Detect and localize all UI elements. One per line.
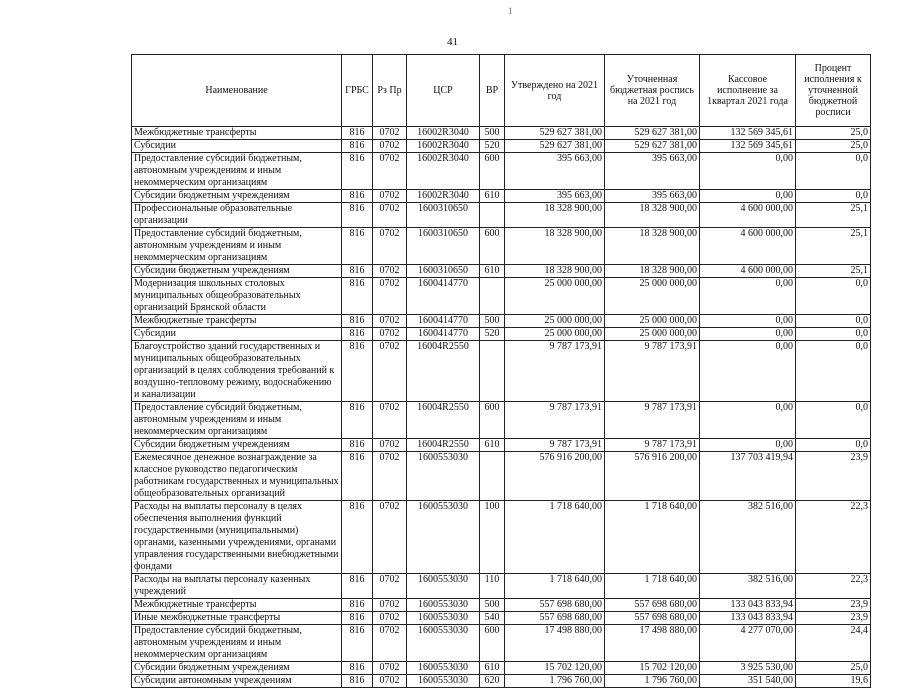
- row-cash-cell: 4 600 000,00: [700, 203, 796, 228]
- row-rzpr-cell: 0702: [373, 452, 407, 501]
- row-csr-cell: 1600553030: [407, 612, 480, 625]
- table-row: [132, 140, 871, 153]
- row-refined-cell: 15 702 120,00: [605, 662, 700, 675]
- table-row: [132, 452, 871, 501]
- row-grbs-cell: 816: [342, 153, 373, 190]
- row-approved-cell: 18 328 900,00: [505, 228, 605, 265]
- row-vr-cell: 600: [480, 402, 505, 439]
- row-refined-cell: 18 328 900,00: [605, 228, 700, 265]
- row-grbs-cell: 816: [342, 328, 373, 341]
- row-refined-cell: 25 000 000,00: [605, 328, 700, 341]
- row-vr-cell: 610: [480, 265, 505, 278]
- row-vr-cell: 620: [480, 675, 505, 688]
- row-approved-cell: 17 498 880,00: [505, 625, 605, 662]
- row-cash-cell: 351 540,00: [700, 675, 796, 688]
- row-vr-cell: 520: [480, 140, 505, 153]
- row-csr-cell: 1600414770: [407, 328, 480, 341]
- table-row: [132, 127, 871, 140]
- row-grbs-cell: 816: [342, 228, 373, 265]
- row-cash-cell: 3 925 530,00: [700, 662, 796, 675]
- row-grbs-cell: 816: [342, 439, 373, 452]
- row-csr-cell: 1600310650: [407, 203, 480, 228]
- row-percent-cell: 0,0: [796, 153, 871, 190]
- column-header-csr: ЦСР: [407, 55, 480, 127]
- row-name-cell: Субсидии бюджетным учреждениям: [132, 439, 342, 452]
- row-approved-cell: 1 718 640,00: [505, 501, 605, 574]
- row-name-cell: Иные межбюджетные трансферты: [132, 612, 342, 625]
- row-vr-cell: 610: [480, 439, 505, 452]
- row-approved-cell: 9 787 173,91: [505, 341, 605, 402]
- table-row: [132, 439, 871, 452]
- row-name-cell: Профессиональные образовательные организации: [132, 203, 342, 228]
- row-approved-cell: 9 787 173,91: [505, 402, 605, 439]
- row-percent-cell: 23,9: [796, 599, 871, 612]
- table-row: [132, 612, 871, 625]
- row-rzpr-cell: 0702: [373, 328, 407, 341]
- row-csr-cell: 1600553030: [407, 599, 480, 612]
- row-rzpr-cell: 0702: [373, 228, 407, 265]
- row-name-cell: Субсидии: [132, 140, 342, 153]
- row-csr-cell: 1600553030: [407, 662, 480, 675]
- row-vr-cell: 500: [480, 127, 505, 140]
- row-cash-cell: 0,00: [700, 278, 796, 315]
- table-row: [132, 203, 871, 228]
- row-percent-cell: 0,0: [796, 341, 871, 402]
- row-rzpr-cell: 0702: [373, 127, 407, 140]
- row-name-cell: Межбюджетные трансферты: [132, 315, 342, 328]
- row-csr-cell: 16004R2550: [407, 341, 480, 402]
- row-refined-cell: 529 627 381,00: [605, 127, 700, 140]
- row-rzpr-cell: 0702: [373, 439, 407, 452]
- row-rzpr-cell: 0702: [373, 612, 407, 625]
- table-row: [132, 278, 871, 315]
- row-grbs-cell: 816: [342, 341, 373, 402]
- row-cash-cell: 0,00: [700, 315, 796, 328]
- column-header-percent: Процент исполнения к уточненной бюджетной росписи: [796, 55, 871, 127]
- row-percent-cell: 22,3: [796, 501, 871, 574]
- row-refined-cell: 1 796 760,00: [605, 675, 700, 688]
- row-cash-cell: 132 569 345,61: [700, 127, 796, 140]
- row-rzpr-cell: 0702: [373, 190, 407, 203]
- row-approved-cell: 576 916 200,00: [505, 452, 605, 501]
- row-percent-cell: 25,1: [796, 228, 871, 265]
- row-rzpr-cell: 0702: [373, 278, 407, 315]
- row-cash-cell: 382 516,00: [700, 501, 796, 574]
- row-cash-cell: 0,00: [700, 190, 796, 203]
- row-rzpr-cell: 0702: [373, 662, 407, 675]
- row-percent-cell: 19,6: [796, 675, 871, 688]
- table-body: [132, 127, 871, 688]
- row-grbs-cell: 816: [342, 662, 373, 675]
- row-grbs-cell: 816: [342, 612, 373, 625]
- row-cash-cell: 133 043 833,94: [700, 599, 796, 612]
- row-vr-cell: 610: [480, 662, 505, 675]
- row-percent-cell: 25,0: [796, 140, 871, 153]
- column-header-refined: Уточненная бюджетная роспись на 2021 год: [605, 55, 700, 127]
- row-csr-cell: 1600553030: [407, 625, 480, 662]
- row-approved-cell: 557 698 680,00: [505, 612, 605, 625]
- column-header-name: Наименование: [132, 55, 342, 127]
- table-row: [132, 625, 871, 662]
- table-row: [132, 315, 871, 328]
- row-vr-cell: 600: [480, 228, 505, 265]
- page-number: 41: [447, 36, 458, 48]
- row-name-cell: Субсидии: [132, 328, 342, 341]
- row-name-cell: Межбюджетные трансферты: [132, 599, 342, 612]
- row-refined-cell: 576 916 200,00: [605, 452, 700, 501]
- row-percent-cell: 25,1: [796, 265, 871, 278]
- row-vr-cell: 110: [480, 574, 505, 599]
- table-row: [132, 328, 871, 341]
- row-name-cell: Благоустройство зданий государственных и муниципальных общеобразовательных организаций в целях соблюдения требований к воздушно-тепловому режиму, водоснабжению и канализации: [132, 341, 342, 402]
- row-csr-cell: 1600310650: [407, 228, 480, 265]
- row-vr-cell: 600: [480, 625, 505, 662]
- row-vr-cell: 500: [480, 599, 505, 612]
- column-header-rzpr: Рз Пр: [373, 55, 407, 127]
- row-grbs-cell: 816: [342, 140, 373, 153]
- table-row: [132, 662, 871, 675]
- table-header-row: [132, 55, 871, 127]
- row-rzpr-cell: 0702: [373, 501, 407, 574]
- row-csr-cell: 1600553030: [407, 501, 480, 574]
- row-refined-cell: 557 698 680,00: [605, 612, 700, 625]
- table-row: [132, 265, 871, 278]
- row-grbs-cell: 816: [342, 402, 373, 439]
- row-grbs-cell: 816: [342, 127, 373, 140]
- row-rzpr-cell: 0702: [373, 599, 407, 612]
- row-name-cell: Расходы на выплаты персоналу в целях обеспечения выполнения функций государственными (муниципальными) органами, казенными учреждениями, органами управления государственными внебюджетными фондами: [132, 501, 342, 574]
- row-grbs-cell: 816: [342, 190, 373, 203]
- row-csr-cell: 1600310650: [407, 265, 480, 278]
- table-row: [132, 501, 871, 574]
- column-header-approved: Утверждено на 2021 год: [505, 55, 605, 127]
- row-rzpr-cell: 0702: [373, 315, 407, 328]
- column-header-grbs: ГРБС: [342, 55, 373, 127]
- row-csr-cell: 16002R3040: [407, 127, 480, 140]
- row-cash-cell: 4 277 070,00: [700, 625, 796, 662]
- row-rzpr-cell: 0702: [373, 203, 407, 228]
- row-percent-cell: 25,0: [796, 127, 871, 140]
- row-grbs-cell: 816: [342, 574, 373, 599]
- corner-mark: 1: [508, 6, 513, 16]
- table-row: [132, 574, 871, 599]
- row-refined-cell: 9 787 173,91: [605, 402, 700, 439]
- row-approved-cell: 15 702 120,00: [505, 662, 605, 675]
- row-approved-cell: 25 000 000,00: [505, 315, 605, 328]
- row-percent-cell: 0,0: [796, 328, 871, 341]
- row-name-cell: Предоставление субсидий бюджетным, автономным учреждениям и иным некоммерческим организациям: [132, 402, 342, 439]
- row-refined-cell: 1 718 640,00: [605, 574, 700, 599]
- row-name-cell: Ежемесячное денежное вознаграждение за классное руководство педагогическим работникам государственных и муниципальных общеобразовательных организаций: [132, 452, 342, 501]
- row-refined-cell: 9 787 173,91: [605, 439, 700, 452]
- row-csr-cell: 1600553030: [407, 574, 480, 599]
- row-cash-cell: 133 043 833,94: [700, 612, 796, 625]
- row-rzpr-cell: 0702: [373, 153, 407, 190]
- row-grbs-cell: 816: [342, 452, 373, 501]
- row-grbs-cell: 816: [342, 675, 373, 688]
- row-csr-cell: 16002R3040: [407, 153, 480, 190]
- row-name-cell: Предоставление субсидий бюджетным, автономным учреждениям и иным некоммерческим организациям: [132, 228, 342, 265]
- row-name-cell: Субсидии бюджетным учреждениям: [132, 265, 342, 278]
- row-refined-cell: 25 000 000,00: [605, 315, 700, 328]
- row-cash-cell: 132 569 345,61: [700, 140, 796, 153]
- column-header-cash: Кассовое исполнение за 1квартал 2021 года: [700, 55, 796, 127]
- row-cash-cell: 0,00: [700, 328, 796, 341]
- table-row: [132, 341, 871, 402]
- row-percent-cell: 25,0: [796, 662, 871, 675]
- row-refined-cell: 25 000 000,00: [605, 278, 700, 315]
- row-name-cell: Субсидии бюджетным учреждениям: [132, 190, 342, 203]
- row-approved-cell: 18 328 900,00: [505, 203, 605, 228]
- row-refined-cell: 17 498 880,00: [605, 625, 700, 662]
- row-refined-cell: 557 698 680,00: [605, 599, 700, 612]
- row-approved-cell: 529 627 381,00: [505, 140, 605, 153]
- column-header-vr: ВР: [480, 55, 505, 127]
- row-percent-cell: 22,3: [796, 574, 871, 599]
- row-grbs-cell: 816: [342, 203, 373, 228]
- row-approved-cell: 529 627 381,00: [505, 127, 605, 140]
- row-rzpr-cell: 0702: [373, 402, 407, 439]
- row-approved-cell: 25 000 000,00: [505, 328, 605, 341]
- row-percent-cell: 0,0: [796, 190, 871, 203]
- row-rzpr-cell: 0702: [373, 341, 407, 402]
- budget-table: [131, 54, 871, 688]
- row-cash-cell: 0,00: [700, 402, 796, 439]
- row-percent-cell: 23,9: [796, 612, 871, 625]
- row-csr-cell: 16002R3040: [407, 140, 480, 153]
- row-grbs-cell: 816: [342, 315, 373, 328]
- table-row: [132, 402, 871, 439]
- table-row: [132, 153, 871, 190]
- row-name-cell: Предоставление субсидий бюджетным, автономным учреждениям и иным некоммерческим организациям: [132, 153, 342, 190]
- row-grbs-cell: 816: [342, 625, 373, 662]
- row-refined-cell: 18 328 900,00: [605, 203, 700, 228]
- table-row: [132, 190, 871, 203]
- row-vr-cell: 500: [480, 315, 505, 328]
- row-name-cell: Расходы на выплаты персоналу казенных учреждений: [132, 574, 342, 599]
- row-vr-cell: [480, 341, 505, 402]
- row-rzpr-cell: 0702: [373, 140, 407, 153]
- row-cash-cell: 0,00: [700, 439, 796, 452]
- row-approved-cell: 25 000 000,00: [505, 278, 605, 315]
- row-percent-cell: 0,0: [796, 315, 871, 328]
- row-approved-cell: 395 663,00: [505, 153, 605, 190]
- row-grbs-cell: 816: [342, 501, 373, 574]
- row-name-cell: Модернизация школьных столовых муниципальных общеобразовательных организаций Брянской области: [132, 278, 342, 315]
- row-rzpr-cell: 0702: [373, 574, 407, 599]
- row-name-cell: Межбюджетные трансферты: [132, 127, 342, 140]
- row-csr-cell: 16002R3040: [407, 190, 480, 203]
- row-refined-cell: 1 718 640,00: [605, 501, 700, 574]
- row-vr-cell: 600: [480, 153, 505, 190]
- table-row: [132, 599, 871, 612]
- row-cash-cell: 382 516,00: [700, 574, 796, 599]
- row-csr-cell: 1600553030: [407, 675, 480, 688]
- row-vr-cell: 100: [480, 501, 505, 574]
- row-vr-cell: [480, 203, 505, 228]
- row-approved-cell: 9 787 173,91: [505, 439, 605, 452]
- table-row: [132, 228, 871, 265]
- row-name-cell: Субсидии бюджетным учреждениям: [132, 662, 342, 675]
- row-grbs-cell: 816: [342, 599, 373, 612]
- row-cash-cell: 0,00: [700, 153, 796, 190]
- row-csr-cell: 16004R2550: [407, 402, 480, 439]
- row-vr-cell: 520: [480, 328, 505, 341]
- row-csr-cell: 16004R2550: [407, 439, 480, 452]
- row-vr-cell: 540: [480, 612, 505, 625]
- row-cash-cell: 137 703 419,94: [700, 452, 796, 501]
- row-vr-cell: 610: [480, 190, 505, 203]
- row-csr-cell: 1600414770: [407, 278, 480, 315]
- row-refined-cell: 395 663,00: [605, 153, 700, 190]
- row-approved-cell: 557 698 680,00: [505, 599, 605, 612]
- row-percent-cell: 0,0: [796, 278, 871, 315]
- row-cash-cell: 4 600 000,00: [700, 228, 796, 265]
- row-cash-cell: 0,00: [700, 341, 796, 402]
- row-csr-cell: 1600553030: [407, 452, 480, 501]
- row-vr-cell: [480, 452, 505, 501]
- row-refined-cell: 18 328 900,00: [605, 265, 700, 278]
- table-row: [132, 675, 871, 688]
- row-vr-cell: [480, 278, 505, 315]
- row-rzpr-cell: 0702: [373, 625, 407, 662]
- row-percent-cell: 0,0: [796, 402, 871, 439]
- row-percent-cell: 0,0: [796, 439, 871, 452]
- row-name-cell: Субсидии автономным учреждениям: [132, 675, 342, 688]
- row-refined-cell: 529 627 381,00: [605, 140, 700, 153]
- row-refined-cell: 395 663,00: [605, 190, 700, 203]
- row-rzpr-cell: 0702: [373, 265, 407, 278]
- row-approved-cell: 1 796 760,00: [505, 675, 605, 688]
- row-name-cell: Предоставление субсидий бюджетным, автономным учреждениям и иным некоммерческим организациям: [132, 625, 342, 662]
- row-grbs-cell: 816: [342, 278, 373, 315]
- row-grbs-cell: 816: [342, 265, 373, 278]
- row-csr-cell: 1600414770: [407, 315, 480, 328]
- row-approved-cell: 18 328 900,00: [505, 265, 605, 278]
- row-percent-cell: 25,1: [796, 203, 871, 228]
- row-percent-cell: 24,4: [796, 625, 871, 662]
- row-approved-cell: 1 718 640,00: [505, 574, 605, 599]
- row-rzpr-cell: 0702: [373, 675, 407, 688]
- row-percent-cell: 23,9: [796, 452, 871, 501]
- row-cash-cell: 4 600 000,00: [700, 265, 796, 278]
- row-approved-cell: 395 663,00: [505, 190, 605, 203]
- row-refined-cell: 9 787 173,91: [605, 341, 700, 402]
